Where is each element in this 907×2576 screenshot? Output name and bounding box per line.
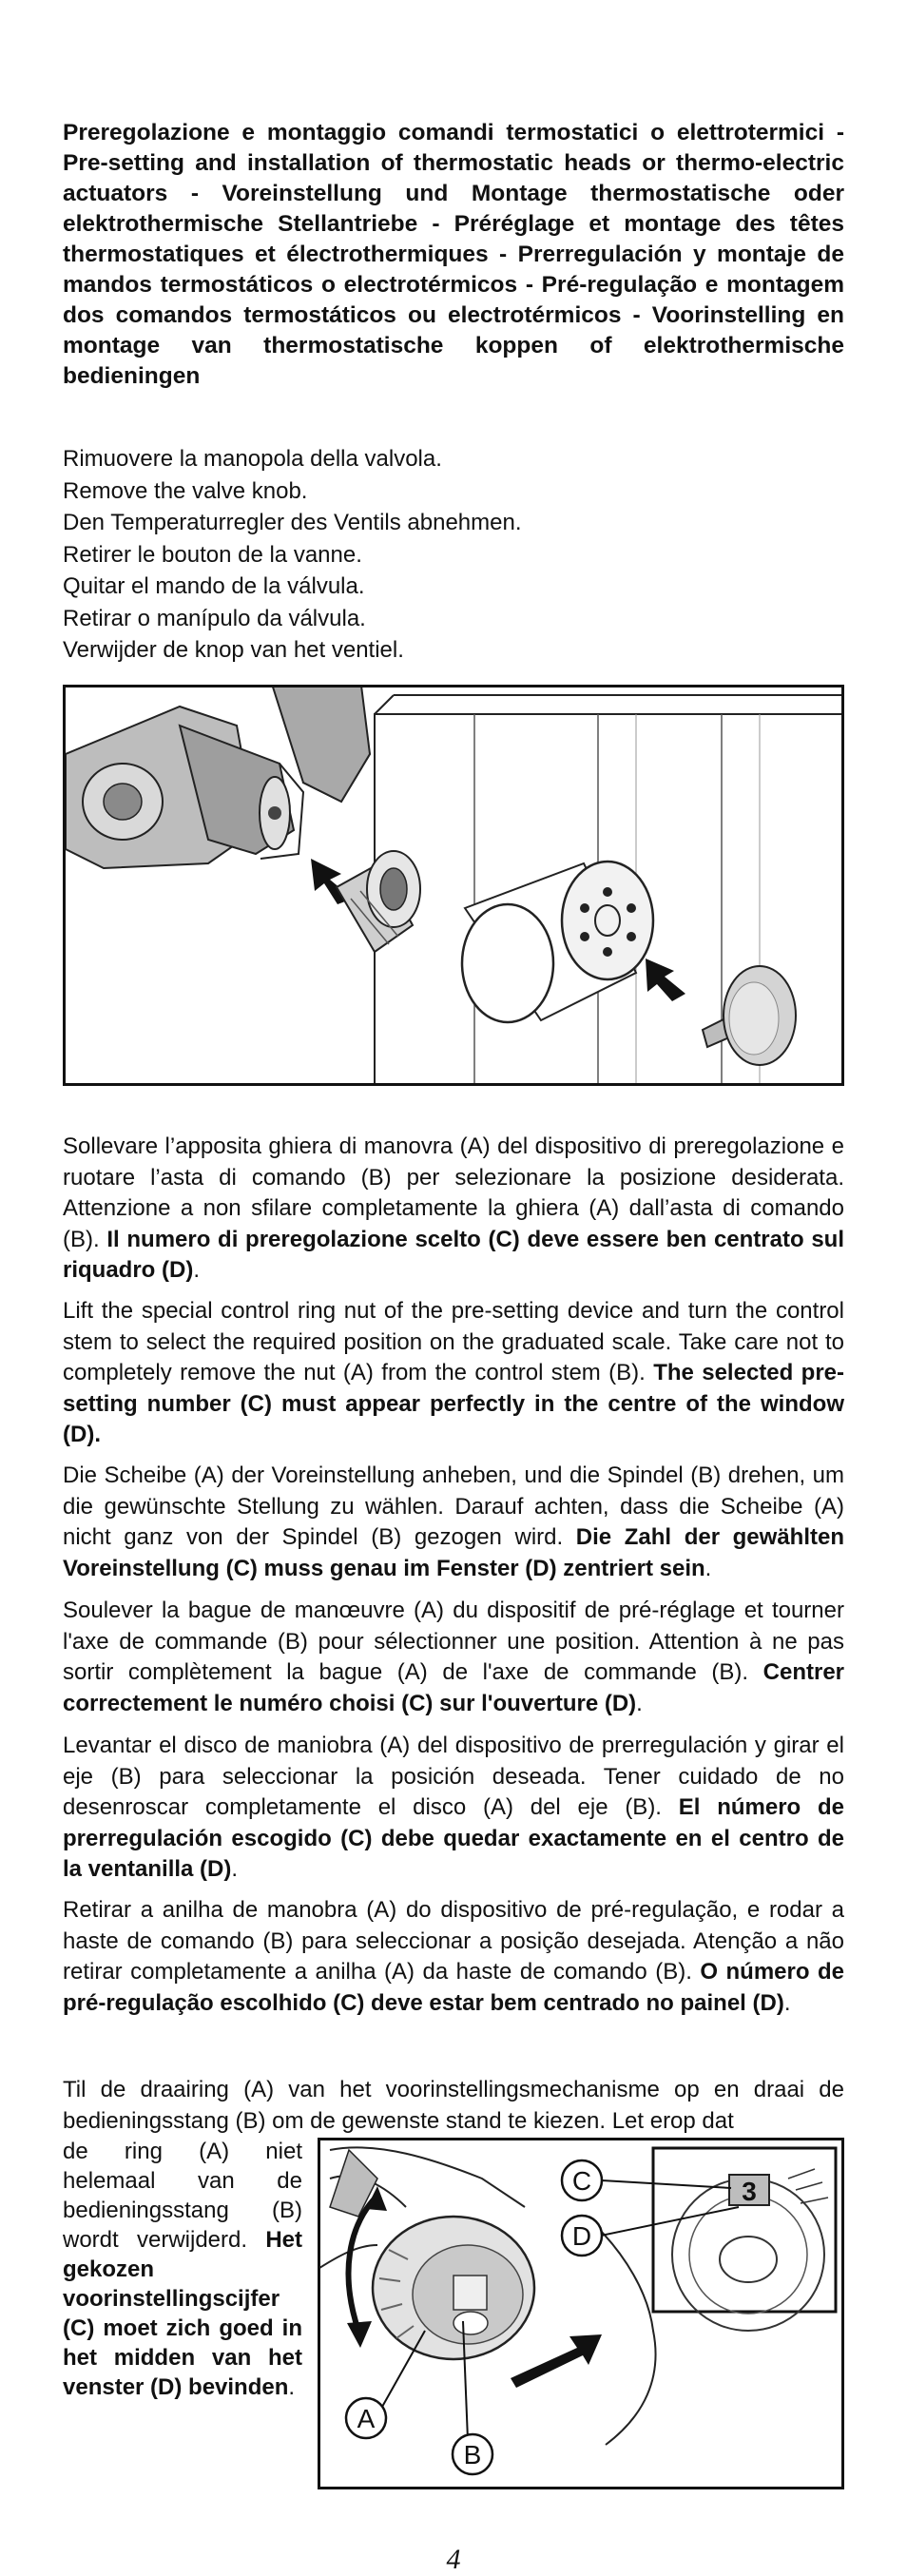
paragraph-de-text: Die Scheibe (A) der Voreinstellung anheben, und die Spindel (B) drehen, um die gewünschte Stellung zu wählen. Darauf achten, dass die Scheibe (A) nicht ganz von der Spindel (B) gezogen wird.	[63, 1462, 844, 1550]
valve-knob-removal-drawing	[66, 688, 841, 1083]
paragraph-nl-end: .	[288, 2374, 296, 2400]
paragraph-pt	[63, 1895, 844, 2019]
page-number: 4	[446, 2544, 461, 2575]
paragraph-es-end: .	[231, 1856, 239, 1882]
label-d: D	[571, 2221, 592, 2251]
valve-knob-removal-illustration	[63, 685, 844, 1086]
paragraph-fr-end: .	[636, 1690, 643, 1716]
paragraph-fr-text: Soulever la bague de manœuvre (A) du dispositif de pré-réglage et tourner l'axe de commande (B) pour sélectionner une position. Attention à ne pas sortir complètement la bague (A) de l'axe de commande (B).	[63, 1598, 844, 1685]
inset-digit: 3	[742, 2177, 757, 2206]
paragraph-pt-emphasis: O número de pré-regulação escolhido (C) deve estar bem centrado no painel (D)	[63, 1959, 845, 2016]
paragraph-nl-top: Til de draairing (A) van het voorinstellingsmechanisme op en draai de bedieningsstang (B) om de gewenste stand te kiezen. Let erop dat	[63, 2077, 844, 2134]
paragraph-de	[63, 1461, 844, 1584]
paragraph-nl-emphasis: Het gekozen voorinstellingscijfer (C) moet zich goed in het midden van het venster (D) bevinden	[63, 2227, 302, 2400]
section-heading: Preregolazione e montaggio comandi termostatici o elettrotermici - Pre-setting and installation of thermostatic heads or thermo-electric actuators - Voreinstellung und Montage thermostatische oder elektrothermische Stellantriebe - Préréglage et montage des têtes thermostatiques et électrothermiques - Prerregulación y montaje de mandos termostáticos o electrotérmicos - Pré-regulação e montagem dos comandos termostáticos ou electrotérmicos - Voorinstelling en montage van thermostatische koppen of elektrothermische bedieningen	[63, 120, 844, 389]
paragraph-en-text: Lift the special control ring nut of the pre-setting device and turn the control stem to select the required position on the graduated scale. Take care not to completely remove the nut (A) from the control stem (B).	[63, 1298, 844, 1385]
paragraph-pt-text: Retirar a anilha de manobra (A) do dispositivo de pré-regulação, e rodar a haste de comando (B) para seleccionar a posição desejada. Atenção a não retirar completamente a anilha (A) da haste de comando (B).	[63, 1897, 844, 1985]
label-a: A	[357, 2404, 376, 2433]
intro-line-es: Quitar el mando de la válvula.	[63, 573, 365, 599]
presetting-adjustment-illustration	[318, 2138, 844, 2489]
paragraph-pt-end: .	[783, 1989, 791, 2016]
presetting-adjustment-drawing	[320, 2140, 841, 2487]
paragraph-es-text: Levantar el disco de maniobra (A) del dispositivo de prerregulación y girar el eje (B) para seleccionar la posición deseada. Tener cuidado de no desenroscar completamente el disco (A) del eje (B).	[63, 1733, 844, 1820]
label-c: C	[571, 2166, 592, 2196]
intro-line-pt: Retirar o manípulo da válvula.	[63, 605, 366, 631]
paragraph-de-emphasis: Die Zahl der gewählten Voreinstellung (C) muss genau im Fenster (D) zentriert sein	[63, 1524, 845, 1581]
intro-line-de: Den Temperaturregler des Ventils abnehmen.	[63, 510, 522, 535]
intro-line-nl: Verwijder de knop van het ventiel.	[63, 637, 404, 663]
intro-line-it: Rimuovere la manopola della valvola.	[63, 446, 442, 472]
paragraph-it-end: .	[193, 1257, 200, 1283]
paragraph-fr	[63, 1596, 844, 1719]
paragraph-it-text: Sollevare l’apposita ghiera di manovra (A) del dispositivo di preregolazione e ruotare l’asta di comando (B) per selezionare la posizione desiderata. Attenzione a non sfilare completamente la ghiera (A) dall’asta di comando (B).	[63, 1133, 844, 1252]
paragraph-nl-column	[63, 2137, 302, 2402]
paragraph-it-emphasis: Il numero di preregolazione scelto (C) deve essere ben centrato sul riquadro (D)	[63, 1226, 844, 1283]
label-b: B	[463, 2440, 482, 2469]
paragraph-nl-text: de ring (A) niet helemaal van de bedieningsstang (B) wordt verwijderd.	[63, 2139, 302, 2253]
paragraph-de-end: .	[704, 1555, 712, 1581]
paragraph-en	[63, 1296, 844, 1451]
intro-instructions	[63, 443, 844, 667]
intro-line-fr: Retirer le bouton de la vanne.	[63, 541, 362, 568]
intro-line-en: Remove the valve knob.	[63, 477, 308, 504]
paragraph-fr-emphasis: Centrer correctement le numéro choisi (C) sur l'ouverture (D)	[63, 1659, 844, 1716]
paragraph-en-emphasis: The selected pre-setting number (C) must appear perfectly in the centre of the window (D).	[63, 1360, 845, 1447]
paragraph-es	[63, 1731, 844, 1886]
paragraph-it	[63, 1132, 844, 1287]
paragraph-es-emphasis: El número de prerregulación escogido (C) debe quedar exactamente en el centro de la ventanilla (D)	[63, 1794, 845, 1882]
